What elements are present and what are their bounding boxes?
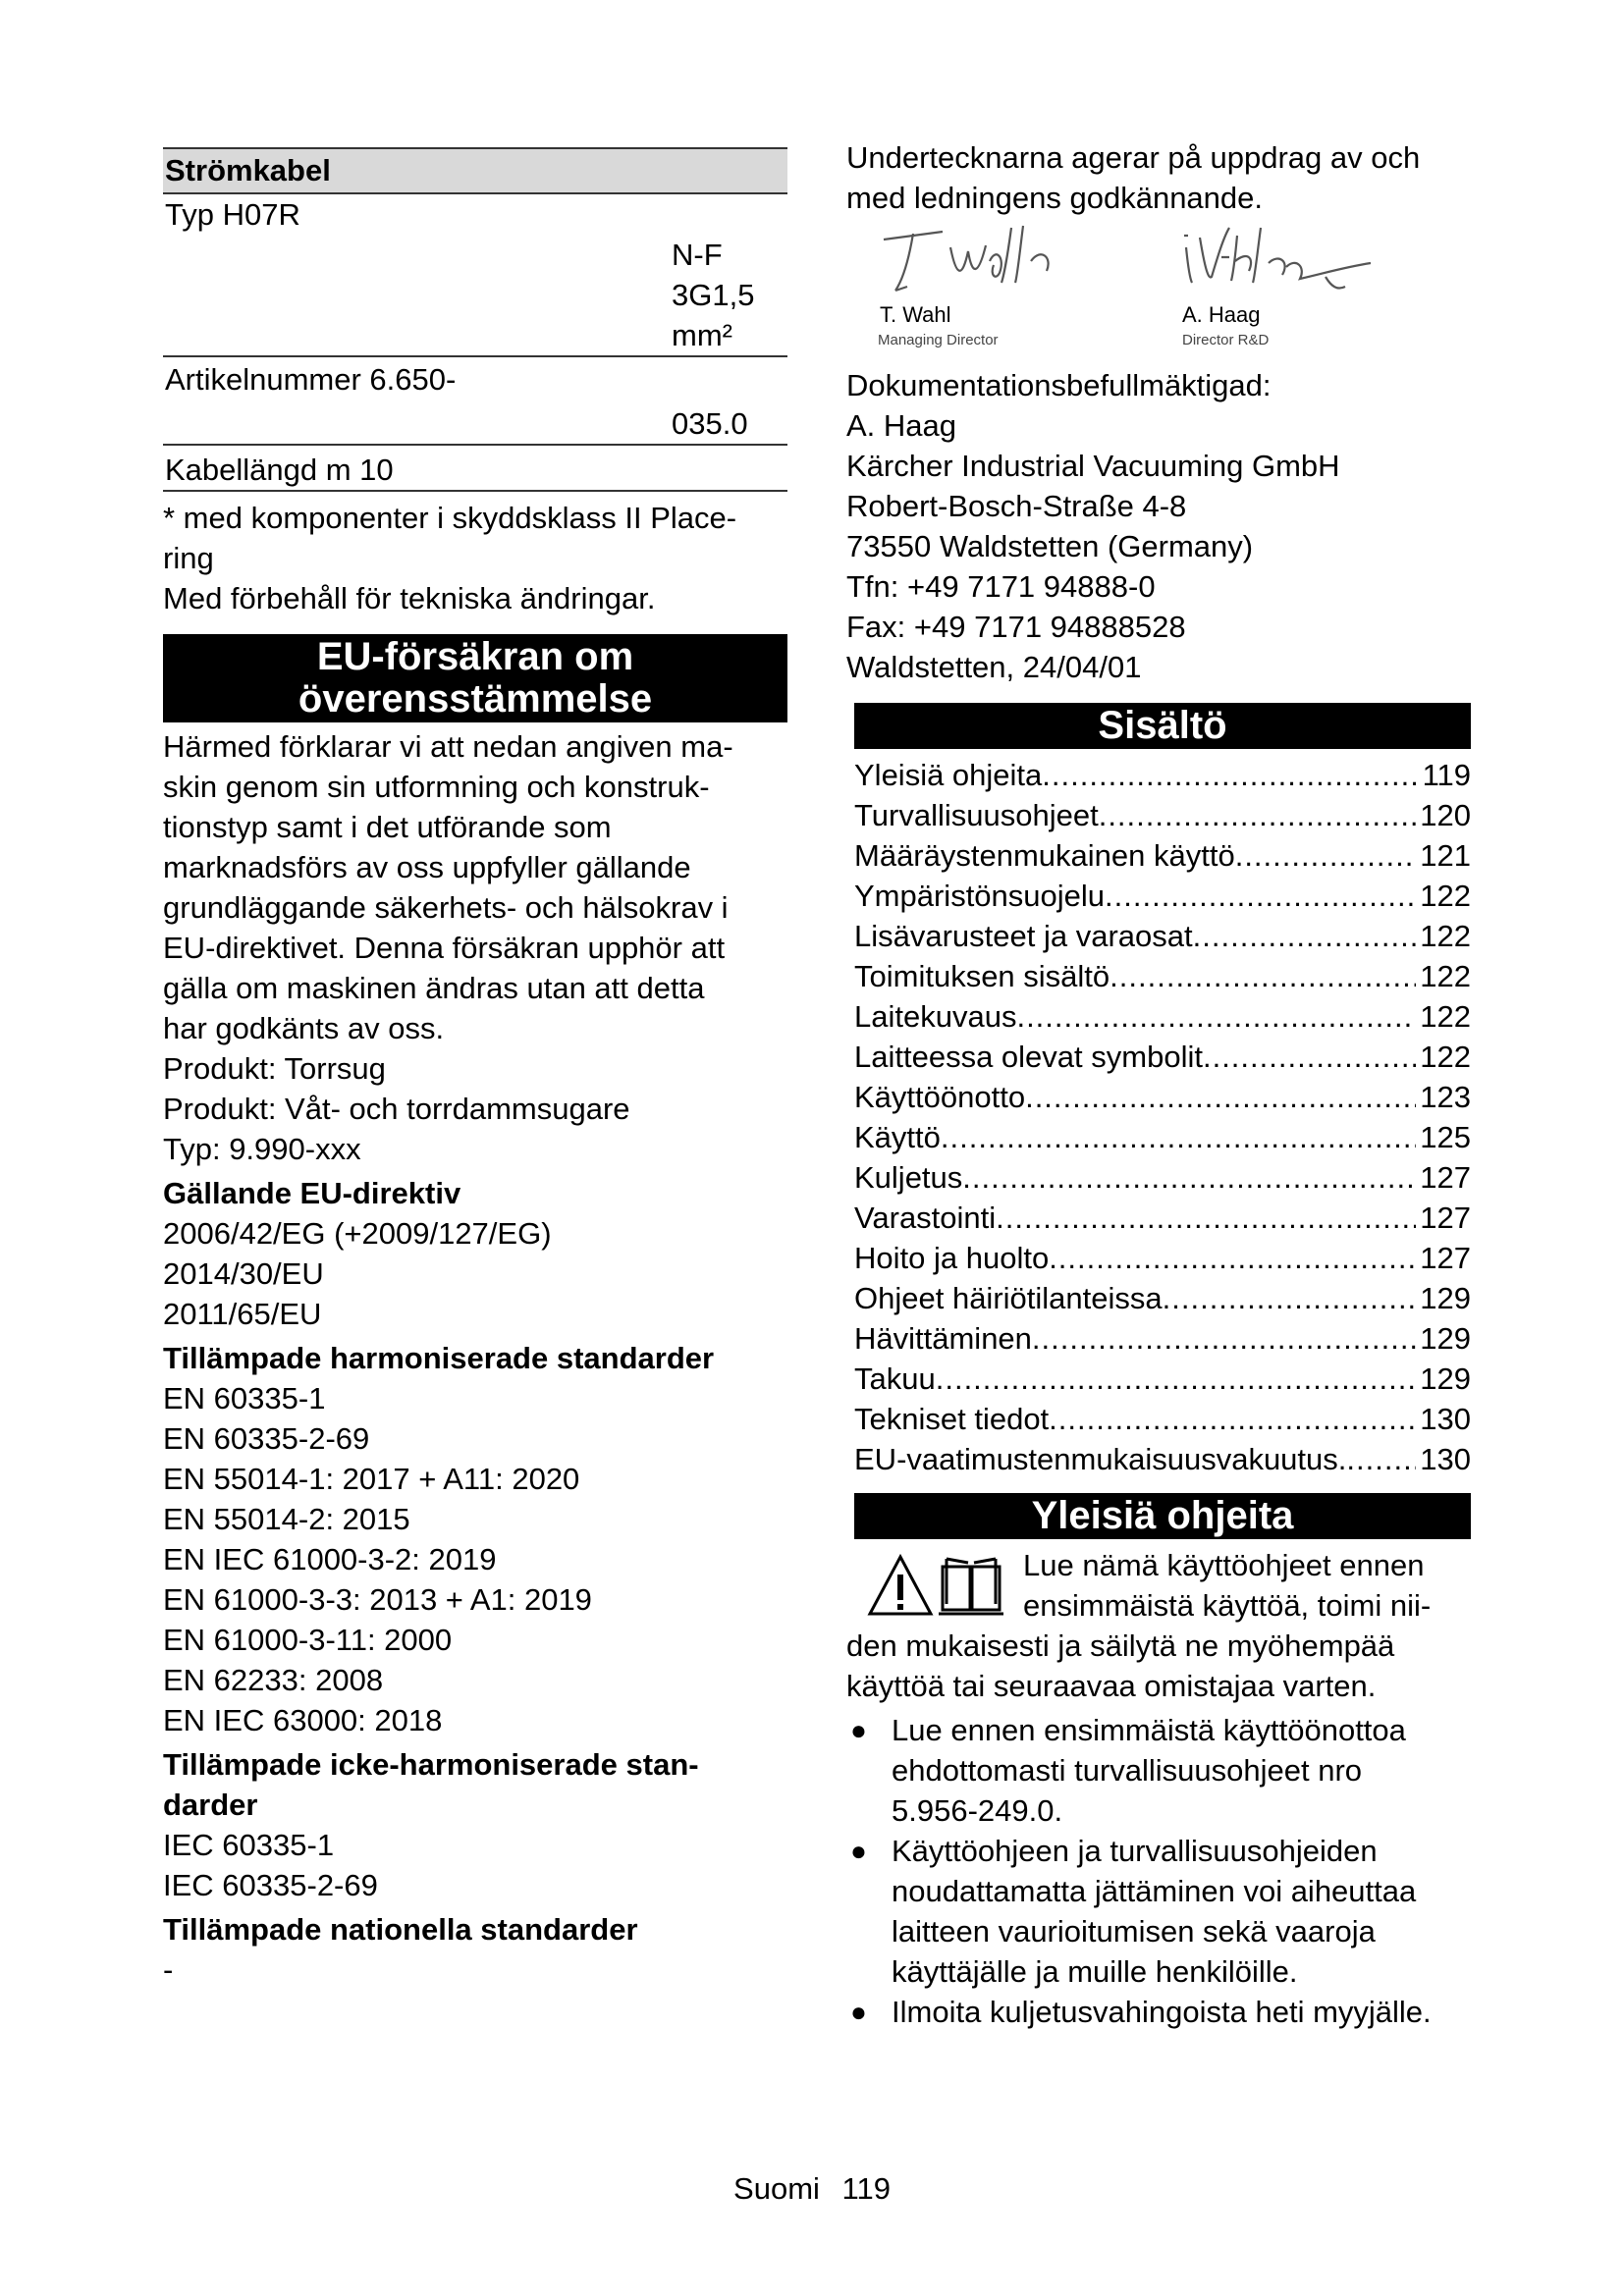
contact-block bbox=[846, 365, 1475, 687]
product-line: Produkt: Våt- och torrdammsugare bbox=[163, 1092, 630, 1126]
general-bullet-list bbox=[846, 1710, 1475, 2032]
type-line: Typ: 9.990-xxx bbox=[163, 1132, 361, 1166]
bullet-line: käyttäjälle ja muille henkilöille. bbox=[892, 1954, 1298, 1989]
general-text-line: käyttöä tai seuraavaa omistajaa varten. bbox=[846, 1669, 1377, 1703]
toc-entry-page: 127 bbox=[1420, 1201, 1471, 1235]
standard-item: IEC 60335-2-69 bbox=[163, 1868, 378, 1902]
nonharmonised-heading bbox=[163, 1744, 787, 1825]
toc-leader-dots bbox=[1235, 835, 1417, 876]
signatory-role: Director R&D bbox=[1182, 332, 1270, 348]
toc-entry-page: 122 bbox=[1420, 879, 1471, 913]
bullet-line: noudattamatta jättäminen voi aiheuttaa bbox=[892, 1874, 1417, 1908]
toc-entry-page: 125 bbox=[1420, 1120, 1471, 1154]
cable-table bbox=[163, 147, 787, 492]
bullet-icon: ● bbox=[850, 1997, 867, 2027]
heading-line: darder bbox=[163, 1788, 258, 1822]
toc-leader-dots bbox=[1049, 1399, 1416, 1439]
warning-icons bbox=[866, 1549, 1013, 1622]
toc-entry-page: 122 bbox=[1420, 919, 1471, 953]
toc-entry[interactable] bbox=[854, 795, 1471, 835]
toc-leader-dots bbox=[1346, 1439, 1416, 1479]
toc-entry-page: 127 bbox=[1420, 1241, 1471, 1275]
toc-entry[interactable] bbox=[854, 1318, 1471, 1359]
body-line: grundläggande säkerhets- och hälsokrav i bbox=[163, 890, 729, 925]
toc-entry[interactable] bbox=[854, 996, 1471, 1037]
bullet-line: 5.956-249.0. bbox=[892, 1793, 1063, 1828]
toc-entry[interactable] bbox=[854, 1077, 1471, 1117]
contact-line: Robert-Bosch-Straße 4-8 bbox=[846, 489, 1187, 523]
bullet-icon: ● bbox=[850, 1715, 867, 1745]
toc-entry-label: Käyttö bbox=[854, 1120, 941, 1154]
product-line: Produkt: Torrsug bbox=[163, 1051, 386, 1086]
signature-scrawl-icon bbox=[874, 218, 1110, 296]
toc-entry[interactable] bbox=[854, 1278, 1471, 1318]
toc-leader-dots bbox=[1025, 1077, 1416, 1117]
toc-entry-page: 127 bbox=[1420, 1160, 1471, 1195]
table-cell-value: 035.0 bbox=[672, 406, 748, 441]
table-cell-key: Kabellängd m 10 bbox=[165, 453, 394, 487]
toc-entry-page: 122 bbox=[1420, 1040, 1471, 1074]
bullet-line: Käyttöohjeen ja turvallisuusohjeiden bbox=[892, 1834, 1378, 1868]
heading-line: EU-försäkran om bbox=[316, 635, 634, 678]
toc-entry-page: 120 bbox=[1420, 798, 1471, 832]
toc-entry-label: Lisävarusteet ja varaosat bbox=[854, 919, 1193, 953]
signatories-intro: med ledningens godkännande. bbox=[846, 181, 1264, 215]
toc-entry-label: Käyttöönotto bbox=[854, 1080, 1026, 1114]
contact-line: Tfn: +49 7171 94888-0 bbox=[846, 569, 1156, 604]
signature-block bbox=[1178, 218, 1414, 348]
toc-entry[interactable] bbox=[854, 1037, 1471, 1077]
toc-entry-label: Kuljetus bbox=[854, 1160, 963, 1195]
toc-entry[interactable] bbox=[854, 755, 1471, 795]
standard-item: IEC 60335-1 bbox=[163, 1828, 335, 1862]
table-cell-key: Artikelnummer 6.650- bbox=[165, 362, 457, 397]
toc-entry[interactable] bbox=[854, 1359, 1471, 1399]
toc-leader-dots bbox=[1193, 916, 1417, 956]
toc-leader-dots bbox=[1099, 795, 1417, 835]
toc-leader-dots bbox=[1049, 1238, 1416, 1278]
toc-leader-dots bbox=[1032, 1318, 1416, 1359]
toc-entry-page: 119 bbox=[1422, 758, 1471, 792]
contact-line: 73550 Waldstetten (Germany) bbox=[846, 529, 1254, 563]
body-line: EU-direktivet. Denna försäkran upphör att bbox=[163, 931, 726, 965]
national-heading: Tillämpade nationella standarder bbox=[163, 1912, 638, 1947]
directive-item: 2014/30/EU bbox=[163, 1256, 324, 1291]
toc-entry[interactable] bbox=[854, 876, 1471, 916]
toc-entry-page: 129 bbox=[1420, 1281, 1471, 1315]
toc-entry-page: 129 bbox=[1420, 1362, 1471, 1396]
list-item bbox=[846, 1831, 1475, 1992]
directive-item: 2011/65/EU bbox=[163, 1297, 322, 1331]
toc-entry[interactable] bbox=[854, 1238, 1471, 1278]
bullet-icon: ● bbox=[850, 1836, 867, 1866]
note-line: * med komponenter i skyddsklass II Place- bbox=[163, 501, 737, 535]
toc-entry[interactable] bbox=[854, 916, 1471, 956]
contact-line: Kärcher Industrial Vacuuming GmbH bbox=[846, 449, 1340, 483]
body-line: Härmed förklarar vi att nedan angiven ma- bbox=[163, 729, 733, 764]
toc-leader-dots bbox=[1042, 755, 1418, 795]
toc-heading: Sisältö bbox=[854, 703, 1471, 749]
signature-scrawl-icon bbox=[1178, 218, 1414, 296]
bullet-line: ehdottomasti turvallisuusohjeet nro bbox=[892, 1753, 1363, 1788]
toc-entry-label: Määräystenmukainen käyttö bbox=[854, 838, 1235, 873]
table-row bbox=[163, 357, 787, 446]
standard-item: EN 62233: 2008 bbox=[163, 1663, 384, 1697]
list-item bbox=[846, 1992, 1475, 2032]
toc-entry-label: Varastointi bbox=[854, 1201, 997, 1235]
signature-block bbox=[874, 218, 1110, 348]
toc-entry[interactable] bbox=[854, 1399, 1471, 1439]
toc-entry-label: Laitekuvaus bbox=[854, 999, 1017, 1034]
standard-item: EN 60335-1 bbox=[163, 1381, 326, 1415]
standard-item: EN 61000-3-3: 2013 + A1: 2019 bbox=[163, 1582, 592, 1617]
toc-entry-page: 122 bbox=[1420, 959, 1471, 993]
contact-line: Waldstetten, 24/04/01 bbox=[846, 650, 1142, 684]
table-row bbox=[163, 446, 787, 492]
signatory-name: T. Wahl bbox=[880, 302, 951, 327]
manual-book-icon bbox=[937, 1553, 1005, 1618]
contact-line: Dokumentationsbefullmäktigad: bbox=[846, 368, 1272, 402]
heading-line: överensstämmelse bbox=[298, 677, 653, 721]
toc-entry[interactable] bbox=[854, 1157, 1471, 1198]
toc-entry[interactable] bbox=[854, 956, 1471, 996]
note-line: ring bbox=[163, 541, 214, 575]
toc-leader-dots bbox=[1110, 956, 1416, 996]
standard-item: EN 60335-2-69 bbox=[163, 1421, 370, 1456]
toc-leader-dots bbox=[996, 1198, 1416, 1238]
page-footer bbox=[0, 2171, 1624, 2207]
list-item bbox=[846, 1710, 1475, 1831]
right-column bbox=[846, 137, 1475, 2032]
toc-entry-label: Yleisiä ohjeita bbox=[854, 758, 1043, 792]
contact-line: A. Haag bbox=[846, 408, 957, 443]
general-instructions bbox=[846, 1545, 1475, 2032]
toc-entry-page: 130 bbox=[1420, 1402, 1471, 1436]
general-text-line: Lue nämä käyttöohjeet ennen bbox=[1023, 1548, 1425, 1582]
body-line: marknadsförs av oss uppfyller gällande bbox=[163, 850, 691, 884]
toc-entry-label: Hävittäminen bbox=[854, 1321, 1032, 1356]
signatories-intro: Undertecknarna agerar på uppdrag av och bbox=[846, 140, 1421, 175]
body-line: har godkänts av oss. bbox=[163, 1011, 445, 1045]
standard-item: EN 61000-3-11: 2000 bbox=[163, 1623, 453, 1657]
toc-entry-label: Ohjeet häiriötilanteissa bbox=[854, 1281, 1163, 1315]
toc-entry-label: Tekniset tiedot bbox=[854, 1402, 1050, 1436]
toc-entry-label: Toimituksen sisältö bbox=[854, 959, 1110, 993]
toc-entry-page: 122 bbox=[1420, 999, 1471, 1034]
harmonised-heading: Tillämpade harmoniserade standarder bbox=[163, 1341, 715, 1375]
table-of-contents bbox=[846, 755, 1475, 1479]
toc-leader-dots bbox=[1105, 876, 1416, 916]
footer-language: Suomi bbox=[733, 2171, 820, 2206]
cable-table-header: Strömkabel bbox=[163, 147, 787, 194]
toc-entry-label: Takuu bbox=[854, 1362, 936, 1396]
note-line: Med förbehåll för tekniska ändringar. bbox=[163, 581, 656, 615]
national-item: - bbox=[163, 1952, 174, 1987]
bullet-line: laitteen vaurioitumisen sekä vaaroja bbox=[892, 1914, 1376, 1949]
directive-item: 2006/42/EG (+2009/127/EG) bbox=[163, 1216, 552, 1251]
toc-entry[interactable] bbox=[854, 835, 1471, 876]
toc-entry-page: 123 bbox=[1420, 1080, 1471, 1114]
table-cell-key: Typ H07R bbox=[165, 197, 300, 232]
notes bbox=[163, 498, 787, 618]
bullet-line: Ilmoita kuljetusvahingoista heti myyjälle. bbox=[892, 1995, 1432, 2029]
standard-item: EN 55014-1: 2017 + A11: 2020 bbox=[163, 1462, 580, 1496]
toc-leader-dots bbox=[962, 1157, 1416, 1198]
table-cell-value: N-F bbox=[672, 238, 723, 272]
toc-entry[interactable] bbox=[854, 1198, 1471, 1238]
signatory-name: A. Haag bbox=[1182, 302, 1261, 327]
body-line: tionstyp samt i det utförande som bbox=[163, 810, 612, 844]
footer-page-number: 119 bbox=[841, 2171, 891, 2206]
standard-item: EN IEC 63000: 2018 bbox=[163, 1703, 443, 1737]
signatures bbox=[846, 218, 1475, 355]
toc-leader-dots bbox=[941, 1117, 1416, 1157]
toc-entry-page: 129 bbox=[1420, 1321, 1471, 1356]
table-cell-value: 3G1,5 bbox=[672, 278, 755, 312]
toc-entry-label: Turvallisuusohjeet bbox=[854, 798, 1099, 832]
contact-line: Fax: +49 7171 94888528 bbox=[846, 610, 1186, 644]
toc-entry-label: EU-vaatimustenmukaisuusvakuutus. bbox=[854, 1442, 1347, 1476]
table-cell-value: mm² bbox=[672, 318, 732, 352]
toc-leader-dots bbox=[1016, 996, 1416, 1037]
left-column bbox=[163, 147, 787, 1990]
bullet-line: Lue ennen ensimmäistä käyttöönottoa bbox=[892, 1713, 1406, 1747]
body-line: skin genom sin utformning och konstruk- bbox=[163, 770, 710, 804]
warning-triangle-icon bbox=[866, 1553, 935, 1618]
signatory-role: Managing Director bbox=[878, 332, 999, 348]
general-text-line: den mukaisesti ja säilytä ne myöhempää bbox=[846, 1629, 1395, 1663]
eu-declaration-body bbox=[163, 726, 787, 1169]
toc-entry[interactable] bbox=[854, 1117, 1471, 1157]
toc-entry-page: 121 bbox=[1420, 838, 1471, 873]
toc-leader-dots bbox=[1203, 1037, 1416, 1077]
toc-entry-label: Hoito ja huolto bbox=[854, 1241, 1050, 1275]
standard-item: EN IEC 61000-3-2: 2019 bbox=[163, 1542, 497, 1576]
general-heading: Yleisiä ohjeita bbox=[854, 1493, 1471, 1539]
body-line: gälla om maskinen ändras utan att detta bbox=[163, 971, 705, 1005]
general-text-line: ensimmäistä käyttöä, toimi nii- bbox=[1023, 1588, 1432, 1623]
eu-declaration-heading bbox=[163, 634, 787, 722]
toc-entry[interactable] bbox=[854, 1439, 1471, 1479]
heading-line: Tillämpade icke-harmoniserade stan- bbox=[163, 1747, 699, 1782]
directives-heading: Gällande EU-direktiv bbox=[163, 1176, 461, 1210]
toc-leader-dots bbox=[936, 1359, 1417, 1399]
toc-entry-page: 130 bbox=[1420, 1442, 1471, 1476]
toc-entry-label: Laitteessa olevat symbolit bbox=[854, 1040, 1203, 1074]
toc-entry-label: Ympäristönsuojelu bbox=[854, 879, 1106, 913]
standard-item: EN 55014-2: 2015 bbox=[163, 1502, 410, 1536]
toc-leader-dots bbox=[1163, 1278, 1417, 1318]
table-row bbox=[163, 194, 787, 357]
